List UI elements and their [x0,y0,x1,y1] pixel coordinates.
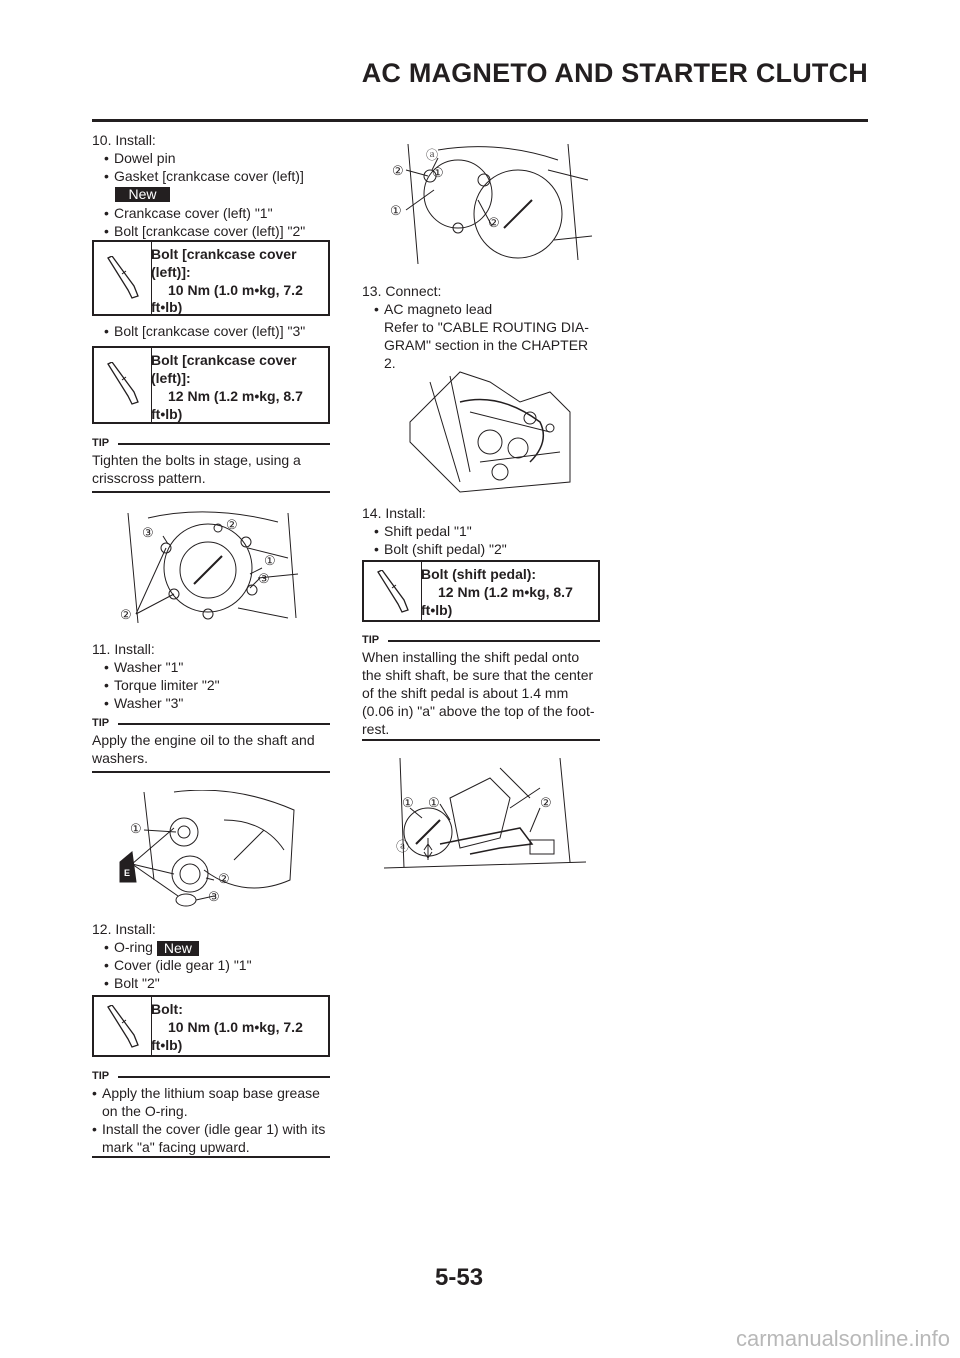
list-item: • Cover (idle gear 1) "1" [114,956,252,975]
tip-text: • Install the cover (idle gear 1) with its [102,1120,325,1139]
tip-text: on the O-ring. [102,1103,188,1119]
tip-rule [118,443,330,445]
step-10-heading: 10. Install: [92,132,156,148]
header-rule [92,119,868,122]
tip-rule [92,771,330,773]
list-item: • Torque limiter "2" [114,676,220,695]
tip-label: TIP [362,634,380,646]
callout-label: ② [226,517,238,532]
tip-rule [118,723,330,725]
spec-value: 12 Nm (1.2 m•kg, 8.7 [168,388,303,404]
tip-text: rest. [362,721,390,737]
tip-label: TIP [92,1070,110,1082]
list-item: • AC magneto lead [384,300,492,319]
callout-label: ⓐ [426,148,439,162]
tip-rule [388,640,600,642]
list-item-text: O-ring [114,939,153,955]
torque-wrench-icon [364,562,422,620]
spec-value: 10 Nm (1.0 m•kg, 7.2 [168,282,303,298]
reference-text: GRAM" section in the CHAPTER [384,337,589,353]
callout-label: ① [432,165,444,180]
list-item: • Bolt (shift pedal) "2" [384,540,507,559]
tip-label: TIP [92,717,110,729]
callout-label: ② [218,871,230,886]
reference-text: Refer to "CABLE ROUTING DIA- [384,319,589,335]
ac-magneto-lead-illustration [400,362,580,500]
tip-text: When installing the shift pedal onto [362,649,580,665]
list-item: • Shift pedal "1" [384,522,472,541]
callout-label: ② [120,607,132,622]
callout-label: ① [428,795,440,810]
tip-rule [362,739,600,741]
torque-wrench-icon [94,242,152,314]
spec-value: ft•lb) [151,406,183,422]
torque-spec-box [92,346,330,424]
callout-label: ③ [258,571,270,586]
tip-note [362,634,600,744]
callout-label: ① [390,203,402,218]
tip-rule [118,1076,330,1078]
spec-heading: Bolt (shift pedal): [421,566,537,582]
callout-label: ② [540,795,552,810]
tip-note [92,717,330,775]
spec-heading: (left)]: [151,264,191,280]
idle-gear-cover-illustration [378,140,600,264]
tip-text: washers. [92,750,149,766]
step-13-heading: 13. Connect: [362,283,442,299]
tip-rule [92,491,330,493]
list-item: • Washer "1" [114,658,183,677]
callout-label: ③ [208,889,220,904]
page-number: 5-53 [435,1264,484,1291]
step-14-heading: 14. Install: [362,505,426,521]
tip-note [92,437,330,495]
shift-pedal-illustration [380,758,586,878]
tip-label: TIP [92,437,110,449]
torque-wrench-icon [94,348,152,422]
tip-rule [92,1156,330,1158]
callout-label: ① [402,795,414,810]
list-item: • Washer "3" [114,694,183,713]
oil-mark-label: E [124,868,131,878]
torque-spec-box [92,995,330,1057]
callout-label: ⓐ [396,839,410,854]
list-item: • Crankcase cover (left) "1" [114,204,273,223]
new-part-badge: New [115,187,170,202]
spec-value: 10 Nm (1.0 m•kg, 7.2 [168,1019,303,1035]
tip-text: mark "a" facing upward. [102,1139,250,1155]
spec-heading: Bolt [crankcase cover [151,352,297,368]
spec-value: ft•lb) [151,1037,183,1053]
tip-text: crisscross pattern. [92,470,206,486]
spec-value: 12 Nm (1.2 m•kg, 8.7 [438,584,573,600]
spec-heading: Bolt: [151,1001,183,1017]
tip-text: the shift shaft, be sure that the center [362,667,594,683]
torque-spec-box [92,240,330,316]
tip-text: Tighten the bolts in stage, using a [92,452,301,468]
tip-text: Apply the engine oil to the shaft and [92,732,315,748]
page-title: AC MAGNETO AND STARTER CLUTCH [361,58,868,88]
reference-text: 2. [384,355,396,371]
torque-limiter-illustration [114,790,300,914]
crankcase-cover-illustration [118,508,304,628]
callout-label: ① [130,821,142,836]
step-12-heading: 12. Install: [92,921,156,937]
list-item: • Dowel pin [114,149,175,168]
spec-heading: (left)]: [151,370,191,386]
list-item: • Bolt [crankcase cover (left)] "3" [114,322,305,341]
torque-wrench-icon [94,997,152,1055]
list-item: • Gasket [crankcase cover (left)] [114,167,304,186]
spec-value: ft•lb) [421,602,453,618]
list-item: • Bolt [crankcase cover (left)] "2" [114,222,305,241]
callout-label: ① [264,553,276,568]
tip-text: of the shift pedal is about 1.4 mm [362,685,569,701]
tip-text: • Apply the lithium soap base grease [102,1084,320,1103]
tip-text: (0.06 in) "a" above the top of the foot- [362,703,595,719]
spec-heading: Bolt [crankcase cover [151,246,297,262]
new-part-badge: New [157,941,199,956]
tip-note [92,1070,330,1160]
callout-label: ② [488,215,500,230]
list-item [114,938,199,957]
torque-spec-box [362,560,600,622]
list-item: • Bolt "2" [114,974,160,993]
callout-label: ③ [142,525,154,540]
watermark: carmanualsonline.info [735,1326,950,1351]
step-11-heading: 11. Install: [92,641,155,657]
spec-value: ft•lb) [151,299,183,315]
callout-label: ② [392,163,404,178]
